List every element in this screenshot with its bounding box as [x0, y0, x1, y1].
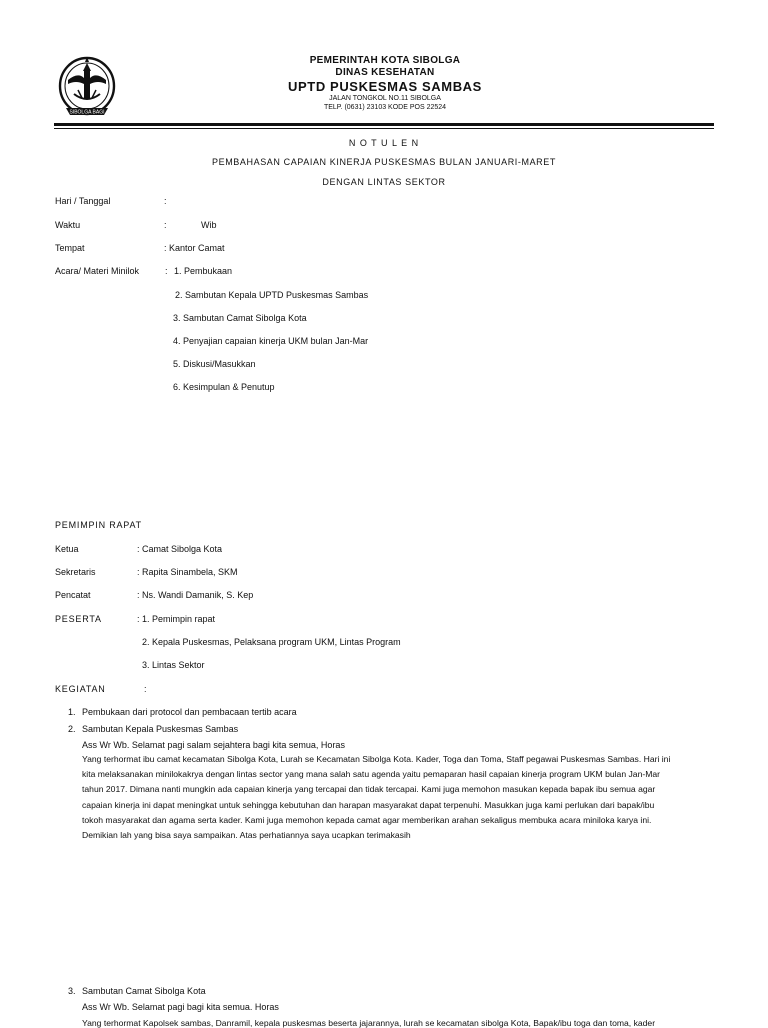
paragraph-line: capaian kinerja ini dapat meningkat untuk sehingga kebutuhan dan harapan masyarakat dapat terpenuhi. Masukkan juga kami perlukan dari bapak/ibu: [82, 799, 655, 810]
place-value: : Kantor Camat: [164, 243, 225, 253]
doc-subtitle-2: DENGAN LINTAS SEKTOR: [322, 177, 446, 187]
secretary-value: : Rapita Sinambela, SKM: [137, 567, 238, 577]
paragraph-line: Yang terhormat ibu camat kecamatan Sibolga Kota, Lurah se Kecamatan Sibolga Kota. Kader, Toga dan Toma, Staff pegawai Puskesmas Sambas. Hari ini: [82, 754, 671, 764]
agenda-item: 4. Penyajian capaian kinerja UKM bulan Jan-Mar: [173, 336, 369, 346]
paragraph-line: Demikian lah yang bisa saya sampaikan. Atas perhatiannya saya ucapkan terimakasih: [82, 830, 411, 841]
doc-title: N O T U L E N: [348, 138, 420, 148]
participant-item: 2. Kepala Puskesmas, Pelaksana program UKM, Lintas Program: [142, 637, 401, 647]
doc-subtitle: PEMBAHASAN CAPAIAN KINERJA PUSKESMAS BULAN JANUARI-MARET: [211, 157, 556, 167]
paragraph-line: kita melaksanakan minilokakrya dengan lintas sector yang mana salah satu agenda yaitu pemaparan hasil capaian kinerja program UKM bulan Jan-Mar: [82, 769, 661, 780]
time-label: Waktu: [55, 220, 81, 230]
header-address: JALAN TONGKOL NO.11 SIBOLGA: [329, 95, 441, 102]
activity-greeting: Ass Wr Wb. Selamat pagi salam sejahtera bagi kita semua, Horas: [82, 740, 345, 750]
activity-item: Sambutan Camat Sibolga Kota: [82, 986, 206, 996]
agenda-item: 1. Pembukaan: [174, 266, 233, 276]
activity-greeting: Ass Wr Wb. Selamat pagi bagi kita semua. Horas: [82, 1002, 279, 1012]
city-seal-icon: [56, 54, 118, 120]
participant-item: 3. Lintas Sektor: [142, 660, 205, 670]
notetaker-value: : Ns. Wandi Damanik, S. Kep: [137, 590, 254, 600]
activity-item: Sambutan Kepala Puskesmas Sambas: [82, 724, 239, 734]
participant-item: : 1. Pemimpin rapat: [137, 614, 216, 624]
letterhead-divider-thin: [54, 128, 714, 129]
activity-number: 2.: [68, 724, 76, 734]
paragraph-line: tahun 2017. Dimana nanti mungkin ada capaian kinerja yang tercapai dan tidak tercapai. Kami juga memohon masukan kepada bapak ibu semua agar: [82, 784, 656, 795]
place-label: Tempat: [55, 243, 85, 253]
leaders-heading: PEMIMPIN RAPAT: [55, 520, 142, 530]
activity-number: 3.: [68, 986, 76, 996]
day-label: Hari / Tanggal: [55, 196, 111, 206]
agenda-label: Acara/ Materi Minilok: [55, 266, 140, 276]
participants-label: PESERTA: [55, 614, 102, 624]
agenda-item: 2. Sambutan Kepala UPTD Puskesmas Sambas: [175, 290, 369, 300]
agenda-item: 3. Sambutan Camat Sibolga Kota: [173, 313, 307, 323]
agenda-item: 5. Diskusi/Masukkan: [173, 359, 256, 369]
secretary-label: Sekretaris: [55, 567, 96, 577]
agenda-colon: :: [165, 266, 168, 276]
chair-value: : Camat Sibolga Kota: [137, 544, 223, 554]
notetaker-label: Pencatat: [55, 590, 91, 600]
header-institution: UPTD PUSKESMAS SAMBAS: [288, 79, 482, 94]
seal-lettering: SIBOLGA BAGI: [69, 109, 105, 116]
activity-item: Pembukaan dari protocol dan pembacaan tertib acara: [82, 707, 297, 717]
header-government: PEMERINTAH KOTA SIBOLGA: [309, 55, 461, 66]
activity-paragraph: [82, 752, 714, 843]
paragraph-line: tokoh masyarakat dan agama serta kader. Kami juga memohon kepada camat agar memberikan arahan sekaligus membuka acara miniloka karya ini.: [82, 814, 652, 825]
time-value: Wib: [201, 220, 217, 230]
header-phone: TELP. (0631) 23103 KODE POS 22524: [323, 104, 447, 111]
agenda-item: 6. Kesimpulan & Penutup: [173, 382, 275, 392]
activities-heading: KEGIATAN: [55, 684, 106, 694]
activities-colon: :: [144, 684, 147, 694]
time-colon: :: [164, 220, 167, 230]
activity-paragraph-line: Yang terhormat Kapolsek sambas, Danramil, kepala puskesmas beserta jajarannya, lurah se kecamatan sibolga Kota, Bapak/ibu toga dan toma, kader: [82, 1018, 656, 1028]
day-value: :: [164, 196, 167, 206]
activity-number: 1.: [68, 707, 76, 717]
chair-label: Ketua: [55, 544, 79, 554]
letterhead-divider: [54, 123, 714, 126]
header-department: DINAS KESEHATAN: [335, 67, 435, 78]
